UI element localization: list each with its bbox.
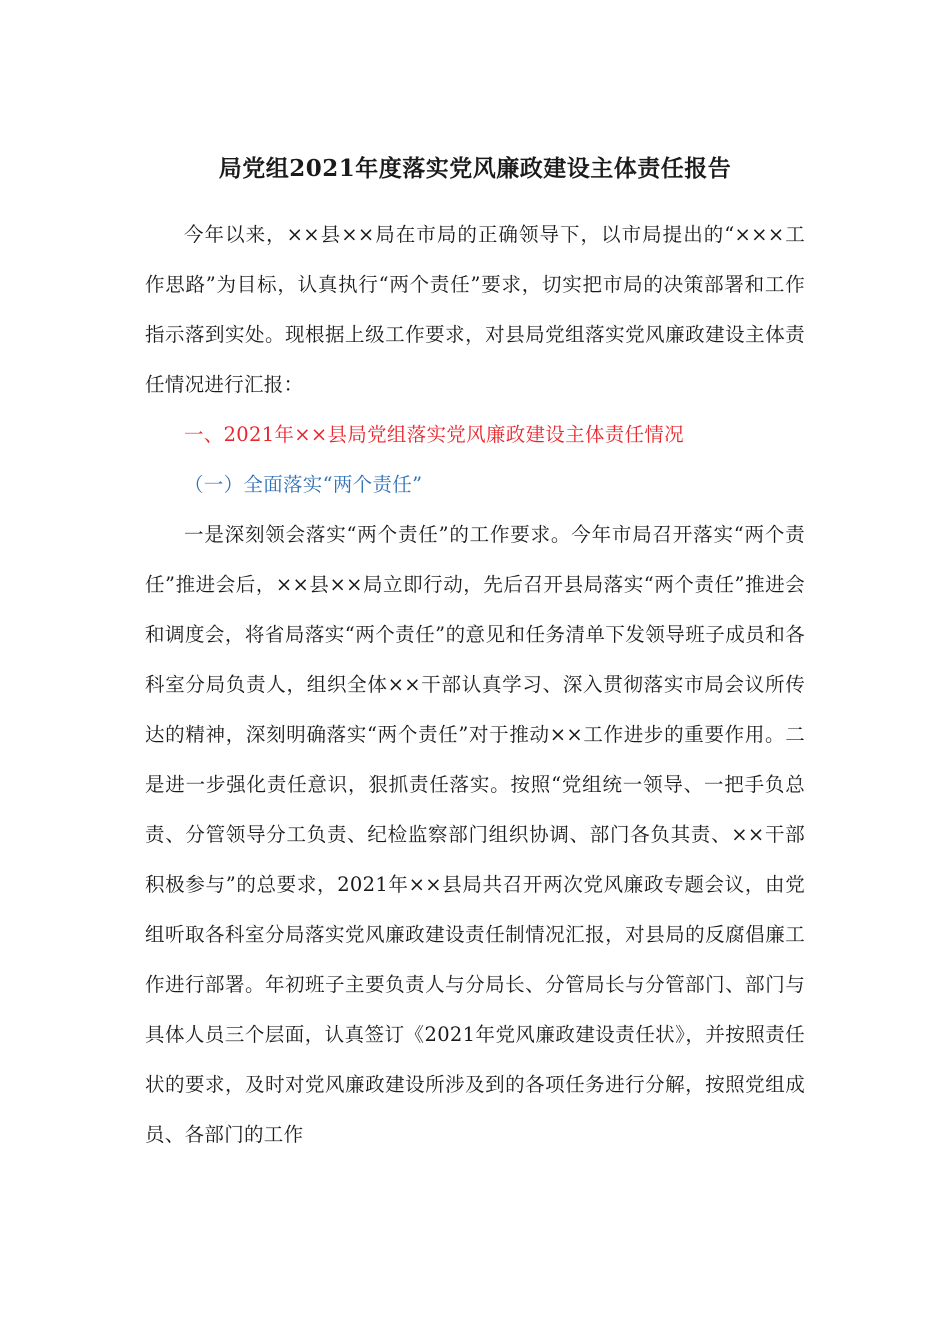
body-paragraph: 一是深刻领会落实“两个责任”的工作要求。今年市局召开落实“两个责任”推进会后，××县××局立即行动，先后召开县局落实“两个责任”推进会和调度会，将省局落实“两个责任”的意见和任务清单下发领导班子成员和各科室分局负责人，组织全体××干部认真学习、深入贯彻落实市局会议所传达的精神，深刻明确落实“两个责任”对于推动××工作进步的重要作用。二是进一步强化责任意识，狠抓责任落实。按照“党组统一领导、一把手负总责、分管领导分工负责、纪检监察部门组织协调、部门各负其责、××干部积极参与”的总要求，2021年××县局共召开两次党风廉政专题会议，由党组听取各科室分局落实党风廉政建设责任制情况汇报，对县局的反腐倡廉工作进行部署。年初班子主要负责人与分局长、分管局长与分管部门、部门与具体人员三个层面，认真签订《2021年党风廉政建设责任状》，并按照责任状的要求，及时对党风廉政建设所涉及到的各项任务进行分解，按照党组成员、各部门的工作	[145, 523, 805, 1146]
section-heading: 一、2021年××县局党组落实党风廉政建设主体责任情况	[184, 423, 684, 446]
document-title: 局党组2021年度落实党风廉政建设主体责任报告	[218, 155, 732, 182]
intro-paragraph: 今年以来，××县××局在市局的正确领导下，以市局提出的“×××工作思路”为目标，认真执行“两个责任”要求，切实把市局的决策部署和工作指示落到实处。现根据上级工作要求，对县局党组落实党风廉政建设主体责任情况进行汇报：	[145, 223, 805, 396]
document-content	[145, 140, 805, 1160]
subsection-heading: （一）全面落实“两个责任”	[184, 473, 423, 496]
